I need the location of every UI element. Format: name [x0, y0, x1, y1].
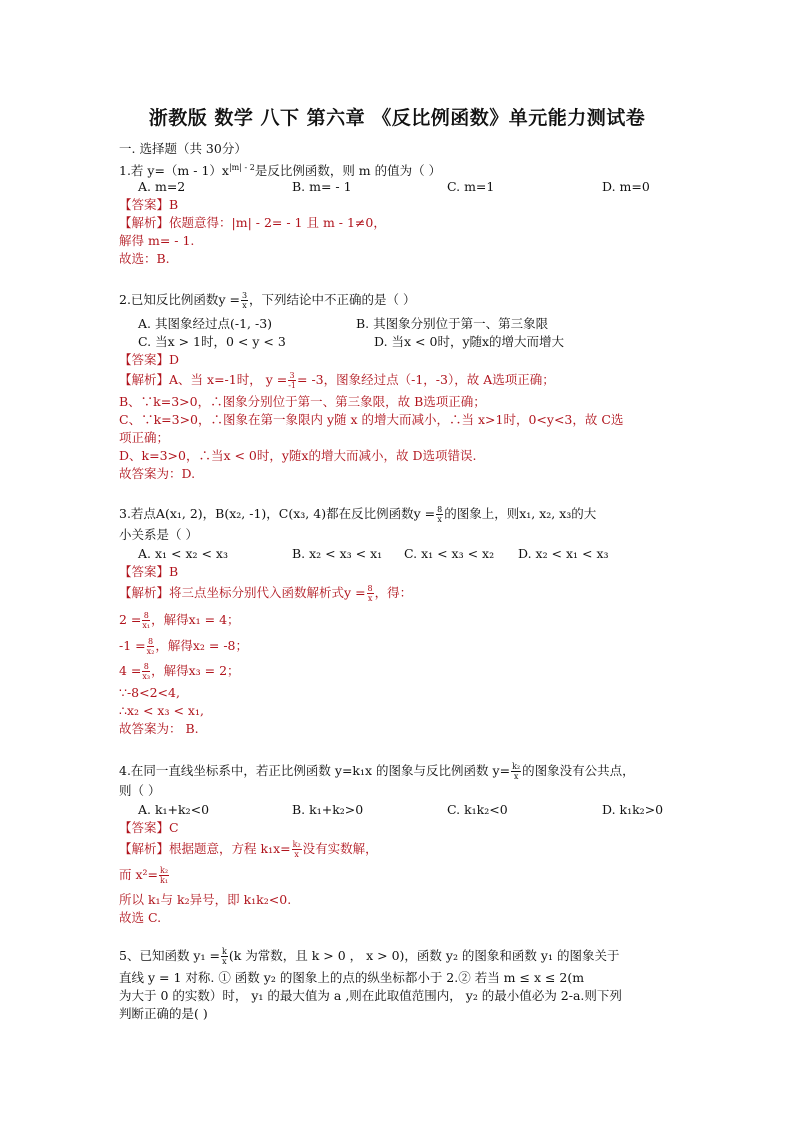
q4-analysis-denominator: x: [294, 850, 299, 859]
q3-row1-denominator: x₁: [142, 621, 151, 630]
q2-stem-denominator: x: [242, 301, 247, 310]
q2-stem: [119, 291, 416, 310]
q4-analysis-pre: 根据题意，方程 k₁x=: [169, 841, 291, 856]
q3-stem: [119, 505, 596, 524]
q1-option-d: D. m=0: [602, 179, 650, 194]
q4-option-d: D. k₁k₂>0: [602, 802, 664, 817]
q4-stem-text-a: 4.在同一直线坐标系中，若正比例函数 y=k₁x 的图象与反比例函数 y=: [119, 763, 511, 778]
q1-option-b: B. m= - 1: [292, 179, 352, 194]
q4-analysis-line2-pre: 而 x²=: [119, 867, 159, 882]
q1-analysis: [119, 214, 386, 232]
q3-stem-line2: 小关系是（ ）: [119, 527, 198, 542]
q2-analysis-fraction: [288, 371, 296, 390]
q2-stem-fraction: [241, 291, 248, 310]
q3-row4: ∵-8<2<4,: [119, 685, 180, 700]
q3-stem-denominator: x: [437, 515, 442, 524]
q3-stem-y: y =: [413, 506, 436, 521]
q3-analysis-denominator: x: [367, 594, 373, 603]
q1-stem-exponent: |m| - 2: [228, 163, 255, 172]
section-heading: 一. 选择题（共 30分）: [119, 141, 247, 156]
q4-stem-fraction: [511, 762, 521, 781]
q3-option-b: B. x₂ < x₃ < x₁: [292, 546, 383, 561]
q3-row3-post: ，解得x₃ = 2；: [151, 663, 240, 678]
q2-option-d: D. 当x < 0时，y随x的增大而增大: [374, 334, 565, 349]
q5-fraction: [221, 947, 228, 966]
q2-analysis-denominator: -1: [288, 381, 296, 390]
q4-analysis-line2-denominator: k₁: [160, 876, 169, 885]
q3-row3: [119, 662, 240, 681]
answer-tag: 【答案】: [119, 564, 170, 579]
q2-stem-numerator: 3: [241, 291, 248, 300]
q3-answer-value: B: [169, 564, 179, 579]
q5-stem-line1: [119, 947, 619, 966]
q3-row2-post: ，解得x₂ = -8；: [155, 638, 249, 653]
q3-analysis-post: ，得：: [374, 585, 413, 600]
q3-analysis-fraction: [367, 584, 374, 603]
q3-row1: [119, 611, 240, 630]
q2-analysis: [119, 371, 555, 390]
q3-stem-numerator: 8: [437, 505, 443, 514]
q4-answer: [119, 819, 179, 837]
q3-row3-fraction: [142, 662, 150, 681]
q3-row1-pre: 2 =: [119, 612, 142, 627]
q5-stem-line4: 判断正确的是( ): [119, 1006, 208, 1021]
q3-option-d: D. x₂ < x₁ < x₃: [518, 546, 609, 561]
q2-option-a: A. 其图象经过点(-1, -3): [138, 316, 273, 331]
q3-row2-numerator: 8: [147, 637, 154, 646]
q1-stem: [119, 159, 441, 180]
q4-analysis-line2-fraction: [159, 866, 169, 885]
q3-row3-pre: 4 =: [119, 663, 142, 678]
q1-analysis-text: 依题意得：|m| - 2= - 1 且 m - 1≠0，: [169, 215, 386, 230]
q1-analysis-line2: 解得 m= - 1.: [119, 233, 195, 248]
analysis-tag: 【解析】: [119, 585, 170, 600]
q5-stem-line3: 为大于 0 的实数）时， y₁ 的最大值为 a ,则在此取值范围内， y₂ 的最小值必为 2-a.则下列: [119, 988, 622, 1003]
q3-row1-numerator: 8: [143, 611, 149, 620]
q3-analysis: [119, 584, 412, 603]
q5-denominator: x: [222, 957, 227, 966]
q2-analysis-b: B、∵k=3>0，∴图象分别位于第一、第三象限，故 B选项正确；: [119, 394, 486, 409]
q3-option-c: C. x₁ < x₃ < x₂: [404, 546, 495, 561]
q1-answer: [119, 196, 178, 214]
q2-analysis-c2: 项正确；: [119, 430, 170, 445]
q4-analysis-line3: 所以 k₁与 k₂异号，即 k₁k₂<0.: [119, 892, 292, 907]
q5-line1-pre: 5、已知函数 y₁ =: [119, 948, 220, 963]
q2-analysis-c1: C、∵k=3>0，∴图象在第一象限内 y随 x 的增大而减小，∴当 x>1时，0<y<3，故 C选: [119, 412, 624, 427]
q4-analysis-numerator: k₂: [292, 840, 301, 849]
q2-stem-text-a: 2.已知反比例函数: [119, 292, 219, 307]
q3-row2-denominator: x₂: [146, 647, 155, 656]
analysis-tag: 【解析】: [119, 841, 170, 856]
q3-row3-numerator: 8: [143, 662, 149, 671]
q5-stem-line2: 直线 y = 1 对称. ① 函数 y₂ 的图象上的点的纵坐标都小于 2.② 若当 m ≤ x ≤ 2(m: [119, 970, 585, 985]
q1-answer-value: B: [169, 197, 179, 212]
q4-answer-value: C: [169, 820, 179, 835]
q3-option-a: A. x₁ < x₂ < x₃: [138, 546, 228, 561]
q4-option-b: B. k₁+k₂>0: [292, 802, 364, 817]
q3-row1-fraction: [142, 611, 150, 630]
answer-tag: 【答案】: [119, 197, 170, 212]
q3-stem-text-b: 的图象上，则x₁, x₂, x₃的大: [444, 506, 597, 521]
q4-stem-denominator: x: [513, 772, 519, 781]
q4-analysis-fraction: [292, 840, 302, 859]
q3-analysis-numerator: 8: [367, 584, 373, 593]
q4-stem-line2: 则（ ）: [119, 783, 161, 798]
page-title: 浙教版 数学 八下 第六章 《反比例函数》单元能力测试卷: [148, 107, 646, 129]
q4-end: 故选 C.: [119, 910, 162, 925]
q4-option-c: C. k₁k₂<0: [447, 802, 508, 817]
q1-stem-text-b: 是反比例函数，则 m 的值为（ ）: [254, 163, 442, 179]
q3-stem-text-a: 3.若点A(x₁, 2)，B(x₂, -1)，C(x₃, 4)都在反比例函数: [119, 506, 414, 521]
q3-row2-fraction: [147, 637, 155, 656]
q2-analysis-end: 故答案为：D.: [119, 466, 196, 481]
q5-line1-post: (k 为常数，且 k > 0 ， x > 0)，函数 y₂ 的图象和函数 y₁ 的图象关于: [228, 948, 620, 963]
q3-row2: [119, 637, 248, 656]
q1-analysis-line3: 故选：B.: [119, 251, 170, 266]
q3-stem-fraction: [436, 505, 443, 524]
q3-row5: ∴x₂ < x₃ < x₁,: [119, 703, 204, 718]
q2-stem-text-b: ，下列结论中不正确的是（ ）: [249, 292, 416, 307]
q2-option-b: B. 其图象分别位于第一、第三象限: [356, 316, 549, 331]
answer-tag: 【答案】: [119, 352, 170, 367]
analysis-tag: 【解析】: [119, 215, 170, 230]
q4-option-a: A. k₁+k₂<0: [138, 802, 210, 817]
q2-analysis-a-post: = -3，图象经过点（-1，-3），故 A选项正确；: [297, 372, 555, 387]
q2-analysis-a-pre: A、当 x=-1时， y =: [169, 372, 288, 387]
q4-stem: [119, 762, 635, 781]
q5-numerator: k: [221, 947, 227, 956]
analysis-tag: 【解析】: [119, 372, 170, 387]
q4-analysis-line2-numerator: k₂: [160, 866, 169, 875]
q3-analysis-y: y =: [344, 585, 366, 600]
q1-option-a: A. m=2: [138, 179, 186, 194]
q2-answer: [119, 351, 179, 369]
q3-analysis-pre: 将三点坐标分别代入函数解析式: [169, 585, 345, 600]
q1-stem-text-a: 1.若 y=（m - 1）x: [119, 163, 229, 179]
q3-row2-pre: -1 =: [119, 638, 146, 653]
q4-analysis: [119, 840, 378, 859]
q4-stem-numerator: k₂: [512, 762, 521, 771]
q4-analysis-line2: [119, 866, 170, 885]
q2-analysis-d: D、k=3>0，∴当x < 0时，y随x的增大而减小，故 D选项错误.: [119, 448, 477, 463]
q3-end: 故答案为： B.: [119, 721, 199, 736]
q2-option-c: C. 当x > 1时，0 < y < 3: [138, 334, 286, 349]
q3-answer: [119, 563, 178, 581]
q2-analysis-numerator: 3: [289, 371, 295, 380]
q4-analysis-post: 没有实数解，: [302, 841, 378, 856]
q3-row3-denominator: x₃: [142, 672, 151, 681]
q3-row1-post: ，解得x₁ = 4；: [151, 612, 240, 627]
q1-option-c: C. m=1: [447, 179, 495, 194]
q2-stem-y: y =: [218, 292, 240, 307]
answer-tag: 【答案】: [119, 820, 170, 835]
q2-answer-value: D: [169, 352, 180, 367]
q4-stem-text-b: 的图象没有公共点，: [522, 763, 635, 778]
